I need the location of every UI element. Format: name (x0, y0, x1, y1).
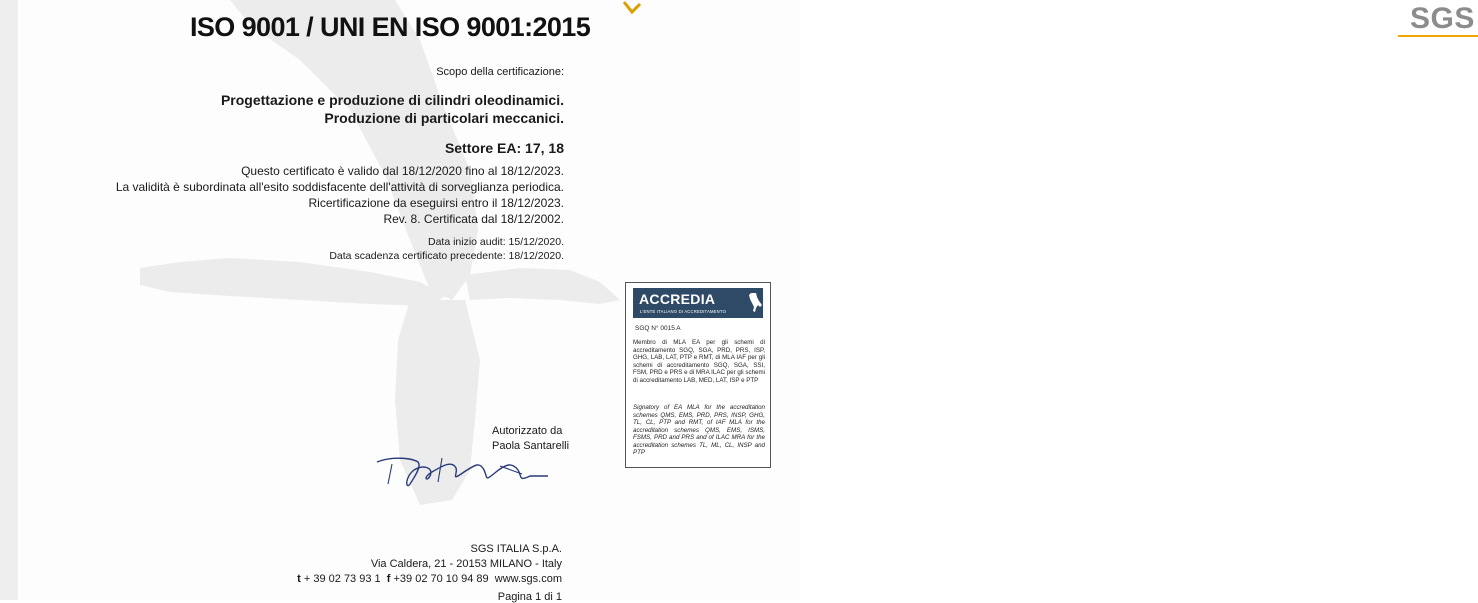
validity-line-1: Questo certificato è valido dal 18/12/2020 fino al 18/12/2023. (241, 164, 564, 178)
accredia-logo (633, 288, 763, 318)
validity-line-3: Ricertificazione da eseguirsi entro il 18/12/2023. (308, 196, 564, 210)
certificate-title: ISO 9001 / UNI EN ISO 9001:2015 (190, 12, 591, 42)
footer-address: Via Caldera, 21 - 20153 MILANO - Italy (370, 558, 562, 570)
scope-label: Scopo della certificazione: (436, 66, 564, 78)
scope-line-2: Produzione di particolari meccanici. (324, 110, 564, 126)
sgs-logo (700, 0, 1475, 42)
accredia-text-english: Signatory of EA MLA for the accreditation schemes QMS, EMS, PRD, PRS, INSP, GHG, TL, CL, PTP and RMT, of IAF MLA for the accreditation schemes QMS, EMS, ISMS, FSMS, PRD and PRS and of ILAC MRA for the accreditation schemes TL, ML, CL, INSP and PTP (633, 404, 765, 457)
previous-expiry-date: Data scadenza certificato precedente: 18/12/2020. (329, 250, 564, 262)
footer-phone: + 39 02 73 93 1 (303, 573, 381, 585)
corner-stamp-icon (620, 0, 648, 18)
audit-start-date: Data inizio audit: 15/12/2020. (427, 236, 564, 248)
page-number: Pagina 1 di 1 (497, 591, 562, 603)
scope-line-1: Progettazione e produzione di cilindri oleodinamici. (220, 92, 564, 108)
validity-line-4: Rev. 8. Certificata dal 18/12/2002. (383, 212, 564, 226)
accredia-code: SGQ N° 0015 A (635, 325, 681, 332)
fax-prefix: f (386, 573, 391, 585)
accredia-box (625, 282, 771, 468)
footer-fax: +39 02 70 10 94 89 (393, 573, 489, 585)
italy-map-icon (747, 292, 763, 314)
footer-company: SGS ITALIA S.p.A. (470, 543, 562, 555)
authorized-by-name: Paola Santarelli (492, 440, 570, 452)
sgs-logo-underline (1398, 35, 1478, 37)
accredia-tagline: L'ENTE ITALIANO DI ACCREDITAMENTO (640, 309, 727, 314)
sgs-logo-text: SGS (1410, 2, 1475, 35)
accredia-text-italian: Membro di MLA EA per gli schemi di accreditamento SGQ, SGA, PRD, PRS, ISP, GHG, LAB, LAT, PTP e RMT, di MLA IAF per gli schemi di accreditamento SGQ, SGA, SSI, FSM, PRD e PRS e di MRA ILAC per gli schemi di accreditamento LAB, MED, LAT, ISP e PTP (633, 339, 765, 384)
footer-contacts (297, 573, 562, 585)
phone-prefix: t (297, 573, 301, 585)
ea-sector: Settore EA: 17, 18 (444, 140, 564, 156)
accredia-name: ACCREDIA (639, 291, 716, 307)
signature-icon (372, 448, 562, 498)
validity-line-2: La validità è subordinata all'esito soddisfacente dell'attività di sorveglianza periodica. (115, 180, 564, 194)
authorized-by-label: Autorizzato da (492, 425, 563, 437)
footer-website-link[interactable]: www.sgs.com (494, 573, 562, 585)
